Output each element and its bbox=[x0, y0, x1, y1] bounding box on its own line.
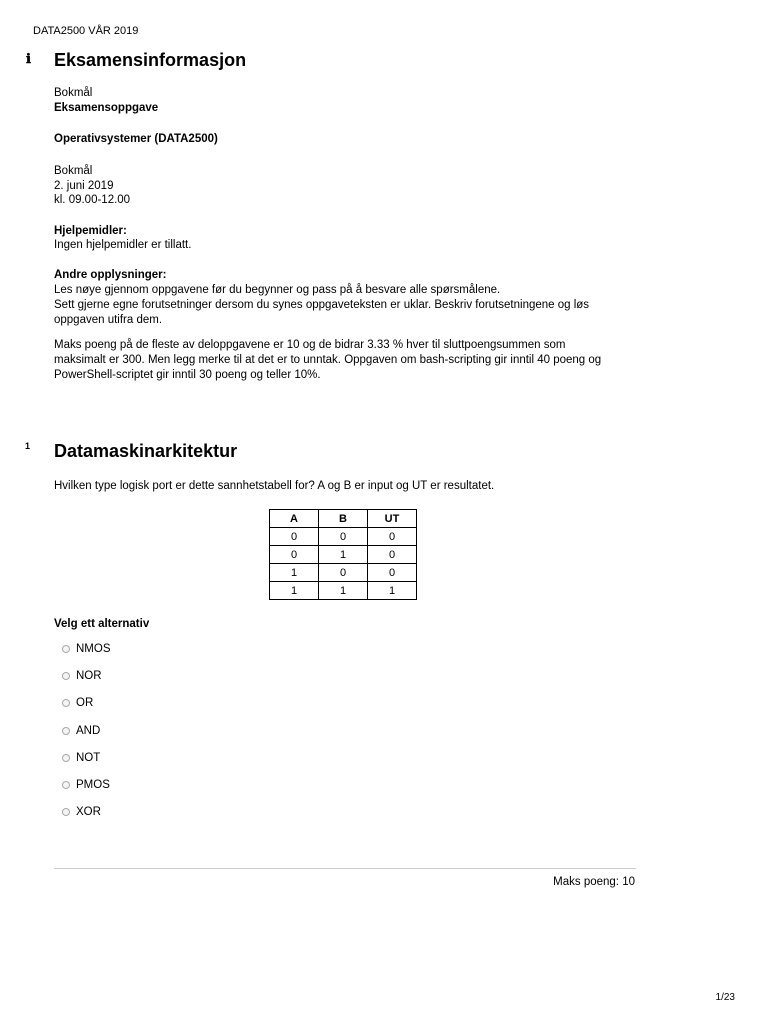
other-info-line: Les nøye gjennom oppgavene før du begynner og pass på å besvare alle spørsmålene. bbox=[54, 284, 501, 296]
column-header: B bbox=[319, 510, 368, 528]
question-prompt: Hvilken type logisk port er dette sannhetstabell for? A og B er input og UT er resultatet. bbox=[54, 480, 495, 492]
radio-button[interactable] bbox=[62, 672, 70, 680]
column-header: A bbox=[270, 510, 319, 528]
table-cell: 0 bbox=[368, 564, 417, 582]
table-cell: 0 bbox=[319, 528, 368, 546]
points-info-line: maksimalt er 300. Men legg merke til at det er to unntak. Oppgaven om bash-scripting gir inntil 40 poeng og bbox=[54, 354, 602, 366]
radio-button[interactable] bbox=[62, 727, 70, 735]
radio-button[interactable] bbox=[62, 808, 70, 816]
option-label: OR bbox=[76, 697, 94, 709]
table-row bbox=[270, 546, 417, 564]
option-xor[interactable] bbox=[62, 806, 101, 818]
question-title: Datamaskinarkitektur bbox=[54, 441, 238, 461]
section-title: Eksamensinformasjon bbox=[54, 50, 247, 70]
course-name: Operativsystemer (DATA2500) bbox=[54, 133, 218, 145]
table-header-row bbox=[270, 510, 417, 528]
radio-button[interactable] bbox=[62, 645, 70, 653]
radio-button[interactable] bbox=[62, 699, 70, 707]
other-info-line: oppgaven utifra dem. bbox=[54, 314, 163, 326]
table-row bbox=[270, 528, 417, 546]
table-cell: 1 bbox=[319, 582, 368, 600]
aids-heading: Hjelpemidler: bbox=[54, 225, 127, 237]
option-label: NOT bbox=[76, 752, 101, 764]
option-label: XOR bbox=[76, 806, 101, 818]
language-label-2: Bokmål bbox=[54, 165, 93, 177]
other-info-heading: Andre opplysninger: bbox=[54, 269, 167, 281]
radio-button[interactable] bbox=[62, 754, 70, 762]
table-cell: 1 bbox=[319, 546, 368, 564]
option-label: NMOS bbox=[76, 643, 111, 655]
option-label: NOR bbox=[76, 670, 102, 682]
info-icon: ℹ bbox=[26, 52, 31, 67]
divider bbox=[54, 868, 636, 869]
column-header: UT bbox=[368, 510, 417, 528]
max-points: Maks poeng: 10 bbox=[553, 876, 635, 888]
option-and[interactable] bbox=[62, 725, 100, 737]
exam-date: 2. juni 2019 bbox=[54, 180, 114, 192]
option-label: AND bbox=[76, 725, 101, 737]
table-cell: 1 bbox=[368, 582, 417, 600]
table-row bbox=[270, 564, 417, 582]
option-not[interactable] bbox=[62, 752, 100, 764]
exam-time: kl. 09.00-12.00 bbox=[54, 194, 131, 206]
points-info-line: Maks poeng på de fleste av deloppgavene er 10 og de bidrar 3.33 % hver til sluttpoengsummen som bbox=[54, 339, 566, 351]
question-number: 1 bbox=[25, 441, 31, 451]
language-label: Bokmål bbox=[54, 87, 93, 99]
table-cell: 1 bbox=[270, 582, 319, 600]
table-row bbox=[270, 582, 417, 600]
running-header: DATA2500 VÅR 2019 bbox=[33, 25, 139, 37]
other-info-line: Sett gjerne egne forutsetninger dersom du synes oppgaveteksten er uklar. Beskriv forutsetningene og løs bbox=[54, 299, 590, 311]
page-number: 1/23 bbox=[715, 992, 735, 1003]
choose-one-label: Velg ett alternativ bbox=[54, 618, 150, 630]
option-nor[interactable] bbox=[62, 670, 102, 682]
truth-table bbox=[269, 509, 417, 600]
document-type: Eksamensoppgave bbox=[54, 102, 159, 114]
option-pmos[interactable] bbox=[62, 779, 110, 791]
table-cell: 1 bbox=[270, 564, 319, 582]
table-cell: 0 bbox=[270, 528, 319, 546]
radio-button[interactable] bbox=[62, 781, 70, 789]
table-cell: 0 bbox=[319, 564, 368, 582]
points-info-line: PowerShell-scriptet gir inntil 30 poeng og teller 10%. bbox=[54, 369, 321, 381]
option-or[interactable] bbox=[62, 697, 93, 709]
table-cell: 0 bbox=[368, 546, 417, 564]
aids-text: Ingen hjelpemidler er tillatt. bbox=[54, 239, 192, 251]
table-cell: 0 bbox=[270, 546, 319, 564]
option-nmos[interactable] bbox=[62, 643, 111, 655]
option-label: PMOS bbox=[76, 779, 110, 791]
table-cell: 0 bbox=[368, 528, 417, 546]
